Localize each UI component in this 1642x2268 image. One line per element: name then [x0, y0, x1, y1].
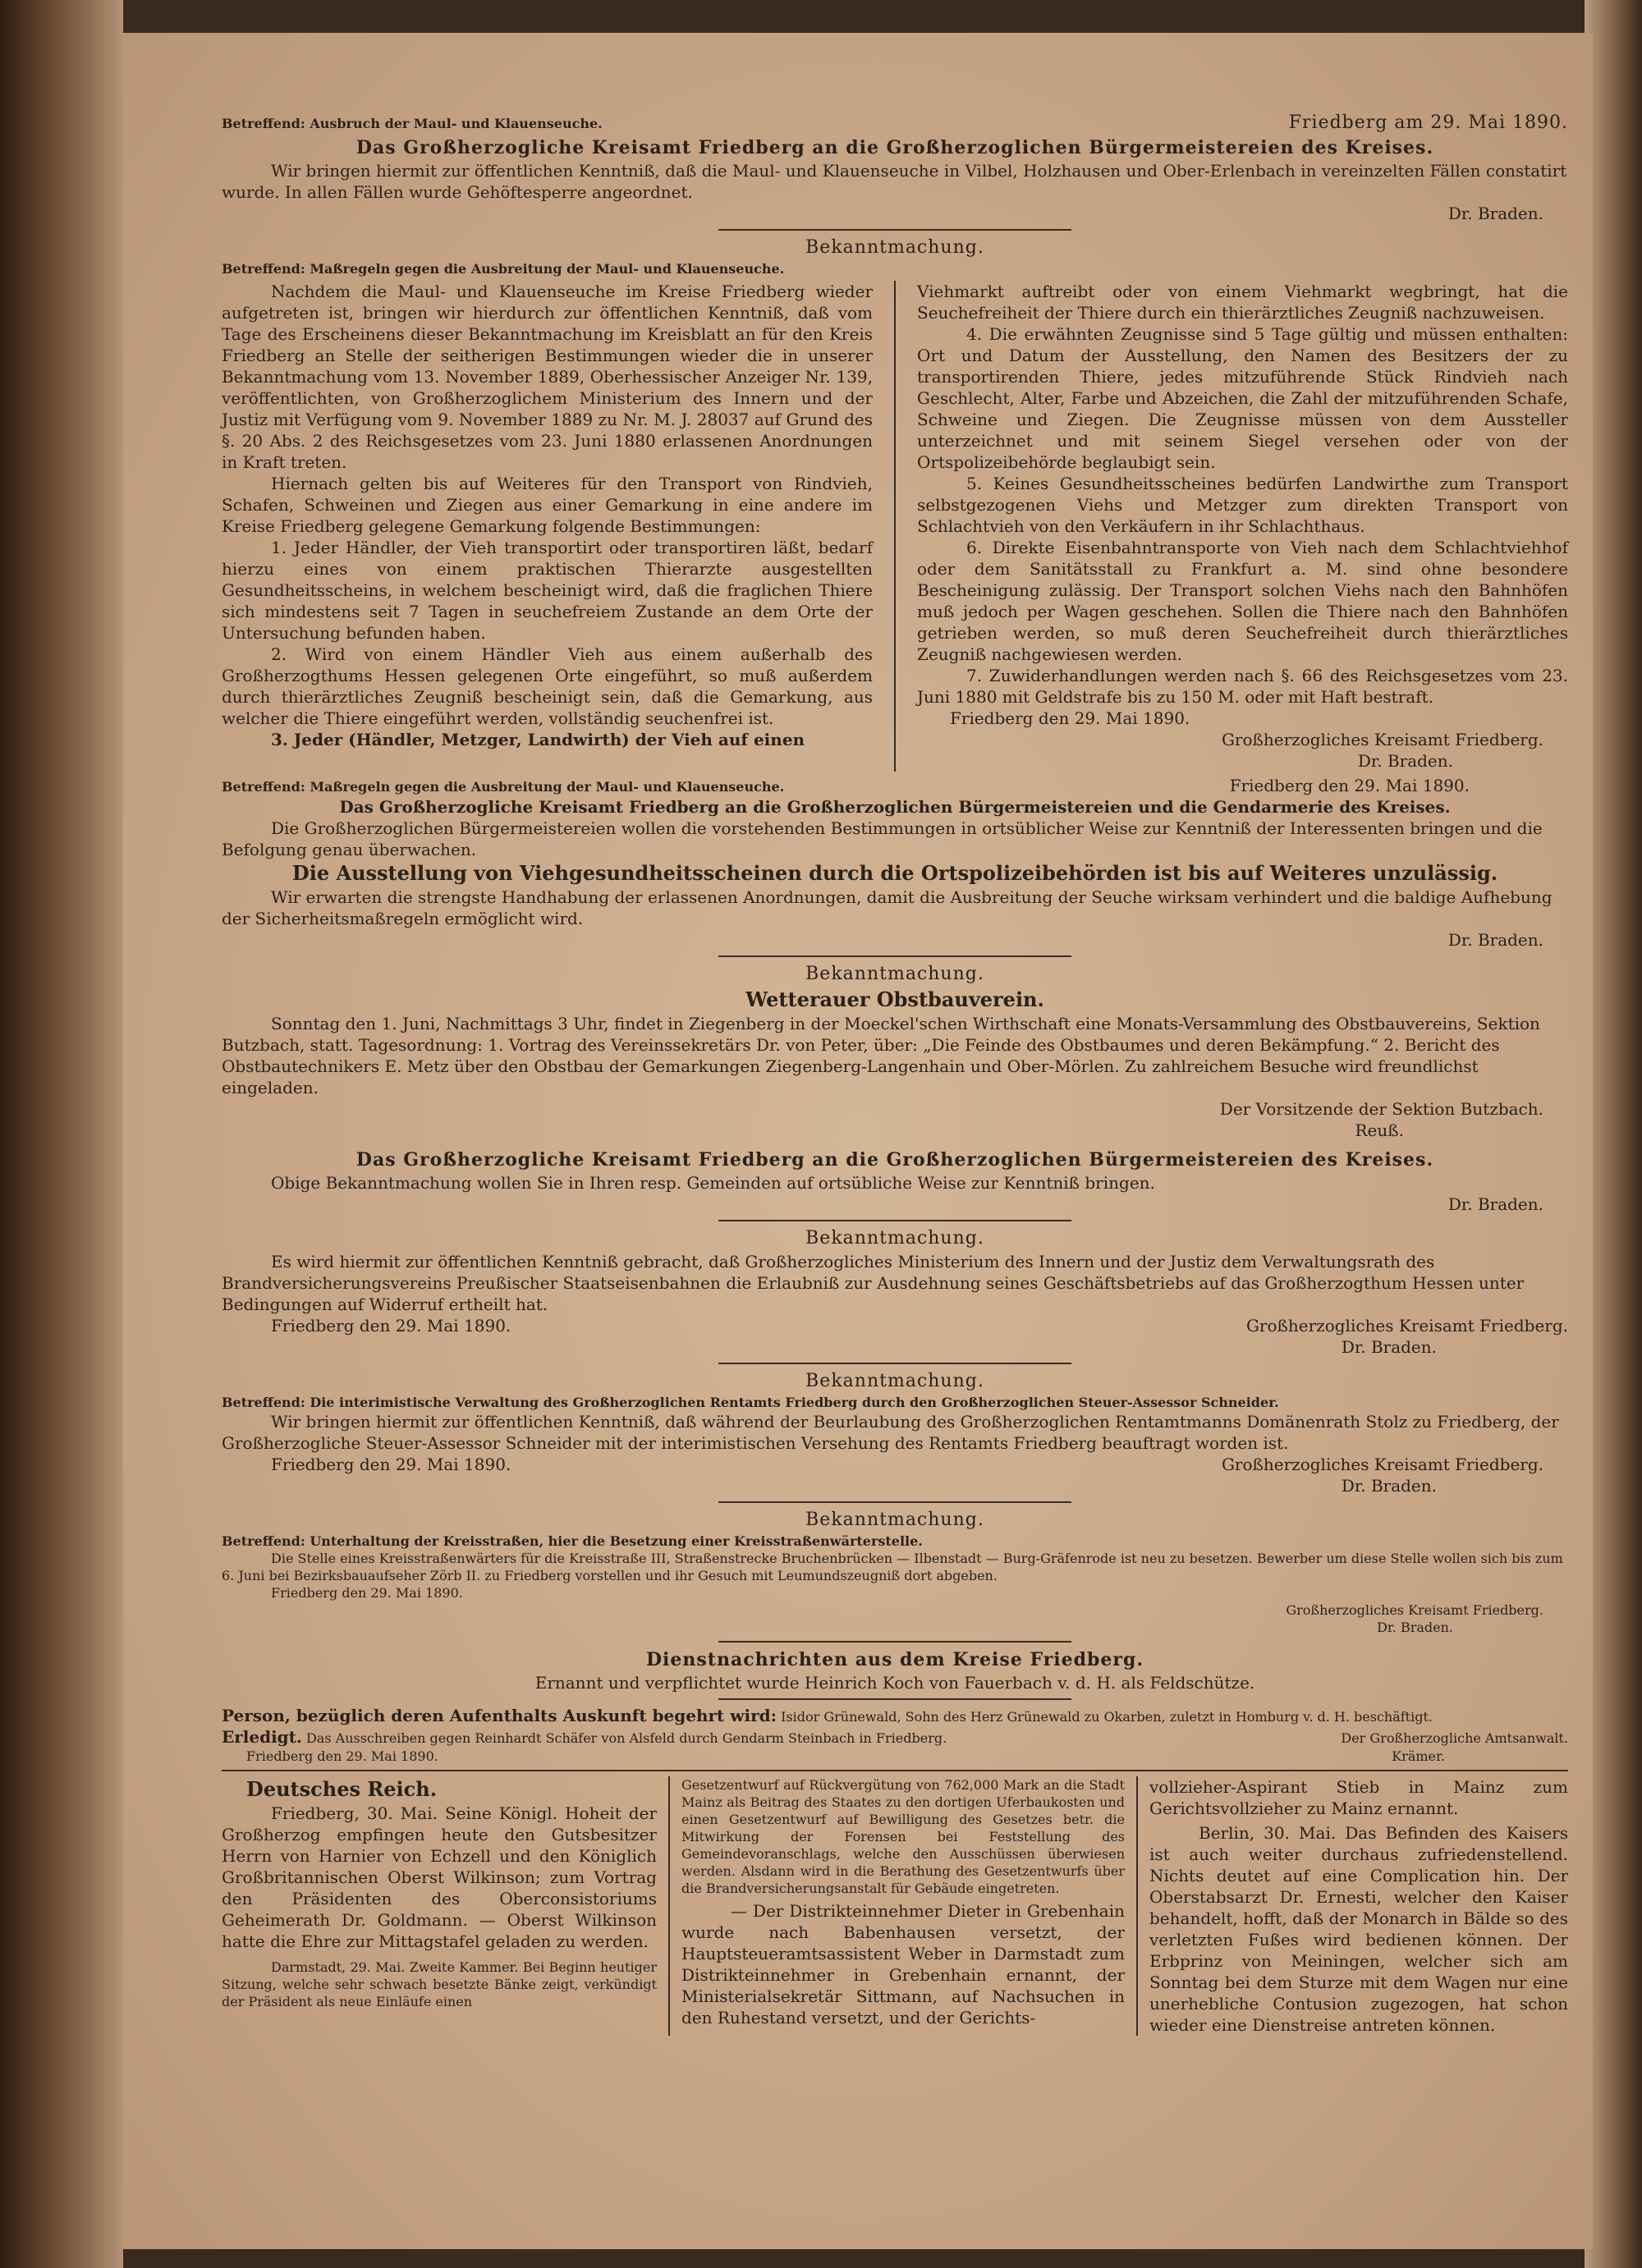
- notice3-title: Das Großherzogliche Kreisamt Friedberg an die Großherzoglichen Bürgermeistereien und die Gendarmerie des Kreises.: [339, 797, 1451, 817]
- divider: [718, 1220, 1071, 1221]
- notice10-signature2: Krämer.: [1392, 1748, 1445, 1764]
- notice3-betreff: Betreffend: Maßregeln gegen die Ausbreitung der Maul- und Klauenseuche.: [222, 779, 785, 795]
- notice2-left-p1: Nachdem die Maul- und Klauenseuche im Kreise Friedberg wieder aufgetreten ist, bringen wir hierdurch zur öffentlichen Kenntniß, daß vom Tage des Erscheinens dieser Bekanntmachung im Kreisblatt an für den Kreis Friedberg an Stelle der seitherigen Bestimmungen wieder die in unserer Bekanntmachung vom 13. November 1889, Oberhessischer Anzeiger Nr. 139, veröffentlichten, von Großherzoglichem Ministerium des Innern und der Justiz mit Verfügung vom 9. November 1889 zu Nr. M. J. 28037 auf Grund des §. 20 Abs. 2 des Reichsgesetzes vom 23. Juni 1880 erlassenen Anordnungen in Kraft treten.: [222, 282, 873, 472]
- notice1-body: Wir bringen hiermit zur öffentlichen Kenntniß, daß die Maul- und Klauenseuche in Vilbel, Holzhausen und Ober-Erlenbach in vereinzelten Fällen constatirt wurde. In allen Fällen wurde Gehöftesperre angeordnet.: [222, 161, 1567, 202]
- notice1-signature: Dr. Braden.: [1447, 204, 1543, 223]
- column-separator: [894, 281, 896, 772]
- notice2-right-p4: 6. Direkte Eisenbahntransporte von Vieh nach dem Schlachtviehhof oder dem Sanitätsstall zu Frankfurt a. M. sind ohne besondere Bescheinigung zulässig. Der Transport solchen Viehs nach den Bahnhöfen muß jedoch per Wagen geschehen. Sollen die Thiere nach den Bahnhöfen getrieben werden, so muß deren Seuchefreiheit durch thierärztliches Zeugniß nachgewiesen werden.: [917, 538, 1568, 664]
- notice4-signature2: Reuß.: [1355, 1120, 1404, 1140]
- news-column-1: [222, 1776, 657, 2036]
- notice6-footer: [222, 1315, 1568, 1336]
- notice2-left-column: [222, 281, 873, 772]
- notice4-body: Sonntag den 1. Juni, Nachmittags 3 Uhr, findet in Ziegenberg in der Moeckel'schen Wirthschaft eine Monats-Versammlung des Obstbauvereins, Sektion Butzbach, statt. Tagesordnung: 1. Vortrag des Vereinssekretärs Dr. von Peter, über: „Die Feinde des Obstbaumes und deren Bekämpfung.“ 2. Bericht des Obstbautechnikers E. Metz über den Obstbau der Gemarkungen Ziegenberg-Langenhain und Ober-Mörlen. Zu zahlreichem Besuche wird freundlichst eingeladen.: [222, 1014, 1540, 1097]
- notice10-erledigt: [222, 1726, 1568, 1748]
- notice1-title: Das Großherzogliche Kreisamt Friedberg an die Großherzoglichen Bürgermeistereien des Kreises.: [355, 137, 1434, 158]
- notice8-body: Die Stelle eines Kreisstraßenwärters für die Kreisstraße III, Straßenstrecke Bruchenbrücken — Ilbenstadt — Burg-Gräfenrode ist neu zu besetzen. Bewerber um diese Stelle wollen sich bis zum 6. Juni bei Bezirksbauaufseher Zörb II. zu Friedberg vorstellen und ihr Gesuch mit Leumundszeugniß dort abgeben.: [222, 1551, 1563, 1583]
- notice7-heading: Bekanntmachung.: [805, 1371, 984, 1391]
- notice10-dateline: Friedberg den 29. Mai 1890.: [246, 1748, 438, 1764]
- notice2-heading: Bekanntmachung.: [805, 237, 984, 258]
- notice2-right-p5: 7. Zuwiderhandlungen werden nach §. 66 des Reichsgesetzes vom 23. Juni 1880 mit Geldstrafe bis zu 150 M. oder mit Haft bestraft.: [917, 666, 1568, 707]
- notice10-text2: Das Ausschreiben gegen Reinhardt Schäfer von Alsfeld durch Gendarm Steinbach in Friedberg.: [305, 1730, 947, 1746]
- notice10-text: Isidor Grünewald, Sohn des Herz Grünewald zu Okarben, zuletzt in Homburg v. d. H. beschäftigt.: [781, 1709, 1433, 1725]
- notice2-signature1: Großherzogliches Kreisamt Friedberg.: [1221, 730, 1543, 749]
- news-col2-p1: Gesetzentwurf auf Rückvergütung von 762,000 Mark an die Stadt Mainz als Beitrag des Staates zu den dortigen Uferbaukosten und einen Gesetzentwurf auf Bewilligung des Gesetzes betr. die Mitwirkung der Forensen bei Feststellung des Gemeindevoranschlags, welche den Ausschüssen überwiesen werden. Alsdann wird in die Berathung des Gesetzentwurfs über die Brandversicherungsanstalt für Gebäude eingetreten.: [681, 1777, 1125, 1896]
- notice2-right-p2: 4. Die erwähnten Zeugnisse sind 5 Tage gültig und müssen enthalten: Ort und Datum der Ausstellung, den Namen des Besitzers der zu transportirenden Thiere, jedes mitzuführende Stück Rindvieh nach Geschlecht, Alter, Farbe und Abzeichen, die Zahl der mitzuführenden Schafe, Schweine und Ziegen. Die Zeugnisse müssen von dem Aussteller unterzeichnet und mit seinem Siegel versehen oder von der Ortspolizeibehörde beglaubigt sein.: [917, 324, 1568, 472]
- column-separator: [668, 1776, 670, 2036]
- notice9-body: Ernannt und verpflichtet wurde Heinrich Koch von Fauerbach v. d. H. als Feldschütze.: [534, 1673, 1255, 1693]
- divider: [718, 1698, 1071, 1700]
- notice2-right-p3: 5. Keines Gesundheitsscheines bedürfen Landwirthe zum Transport selbstgezogenen Viehs und Metzger zum direkten Transport von Schlachtvieh von den Verkäufern in ihr Schlachthaus.: [917, 474, 1568, 536]
- page-content: [222, 111, 1568, 2036]
- notice7-body: Wir bringen hiermit zur öffentlichen Kenntniß, daß während der Beurlaubung des Großherzoglichen Rentamtmanns Domänenrath Stolz zu Friedberg, der Großherzogliche Steuer-Assessor Schneider mit der interimistischen Versehung des Rentamts Friedberg beauftragt worden ist.: [222, 1412, 1559, 1453]
- notice2-left-p3: 1. Jeder Händler, der Vieh transportirt oder transportiren läßt, bedarf hierzu eines von einem praktischen Thierarzte ausgestellten Gesundheitsscheins, in welchem bescheinigt wird, daß die fraglichen Thiere sich mindestens seit 7 Tagen in seuchefreiem Zustande an dem Orte der Untersuchung befunden haben.: [222, 538, 873, 643]
- newspaper-page: [123, 33, 1593, 2249]
- notice5-body: Obige Bekanntmachung wollen Sie in Ihren resp. Gemeinden auf ortsübliche Weise zur Kenntniß bringen.: [271, 1173, 1155, 1193]
- news-column-3: [1149, 1776, 1568, 2036]
- notice8-heading: Bekanntmachung.: [805, 1510, 984, 1530]
- notice6-dateline: Friedberg den 29. Mai 1890.: [271, 1316, 511, 1336]
- notice10-label: Person, bezüglich deren Aufenthalts Auskunft begehrt wird:: [222, 1706, 777, 1725]
- divider: [718, 1363, 1071, 1364]
- header-row: [222, 111, 1568, 135]
- news-col3-p2: Berlin, 30. Mai. Das Befinden des Kaisers ist auch weiter durchaus zufriedenstellend. Nichts deutet auf eine Complication hin. Der Oberstabsarzt Dr. Ernesti, welcher den Kaiser behandelt, hofft, daß der Monarch in Bälde so des verletzten Fußes wird bedienen können. Der Erbprinz von Meiningen, welcher sich am Sonntag bei dem Sturze mit dem Wagen nur eine unerhebliche Contusion zugezogen, hat schon wieder eine Dienstreise antreten können.: [1149, 1823, 1568, 2035]
- notice4-heading: Bekanntmachung.: [805, 964, 984, 984]
- book-edge-right: [1585, 0, 1642, 2268]
- notice5-title: Das Großherzogliche Kreisamt Friedberg an die Großherzoglichen Bürgermeistereien des Kreises.: [355, 1149, 1434, 1171]
- notice6-signature2: Dr. Braden.: [1341, 1337, 1437, 1357]
- notice2-dateline: Friedberg den 29. Mai 1890.: [950, 708, 1190, 728]
- notice3-body1: Die Großherzoglichen Bürgermeistereien wollen die vorstehenden Bestimmungen in ortsüblicher Weise zur Kenntniß der Interessenten bringen und die Befolgung genau überwachen.: [222, 818, 1543, 859]
- notice3-body2: Wir erwarten die strengste Handhabung der erlassenen Anordnungen, damit die Ausbreitung der Seuche wirksam verhindert und die baldige Aufhebung der Sicherheitsmaßregeln ermöglicht wird.: [222, 887, 1553, 928]
- divider: [718, 1641, 1071, 1643]
- notice2-signature2: Dr. Braden.: [1357, 751, 1453, 771]
- notice10-label2: Erledigt.: [222, 1727, 302, 1747]
- notice3-signature: Dr. Braden.: [1447, 930, 1543, 950]
- notice4-subheading: Wetterauer Obstbauverein.: [745, 987, 1044, 1011]
- notice3-header: [222, 775, 1568, 796]
- notice5-signature: Dr. Braden.: [1447, 1194, 1543, 1214]
- notice2-right-p1: Viehmarkt auftreibt oder von einem Viehmarkt wegbringt, hat die Seuchefreiheit der Thiere durch ein thierärztliches Zeugniß nachzuweisen.: [917, 282, 1568, 323]
- notice3-dateline: Friedberg den 29. Mai 1890.: [1229, 776, 1470, 795]
- news-col1-p2: Darmstadt, 29. Mai. Zweite Kammer. Bei Beginn heutiger Sitzung, welche sehr schwach besetzte Bänke zeigt, verkündigt der Präsident als neue Einläufe einen: [222, 1959, 657, 2009]
- notice8-signature1: Großherzogliches Kreisamt Friedberg.: [1286, 1602, 1543, 1618]
- news-col1-p1: Friedberg, 30. Mai. Seine Königl. Hoheit der Großherzog empfingen heute den Gutsbesitzer Herrn von Harnier von Echzell und den Königlich Großbritannischen Oberst Wilkinson; zum Vortrag den Präsidenten des Oberconsistoriums Geheimerath Dr. Goldmann. — Oberst Wilkinson hatte die Ehre zur Mittagstafel geladen zu werden.: [222, 1803, 657, 1951]
- divider: [718, 955, 1071, 957]
- divider: [718, 1501, 1071, 1503]
- news-col3-p1: vollzieher-Aspirant Stieb in Mainz zum Gerichtsvollzieher zu Mainz ernannt.: [1149, 1777, 1568, 1818]
- notice2-left-p5: 3. Jeder (Händler, Metzger, Landwirth) der Vieh auf einen: [271, 730, 805, 749]
- notice2-left-p2: Hiernach gelten bis auf Weiteres für den Transport von Rindvieh, Schafen, Schweinen und Ziegen aus einer Gemarkung in eine andere im Kreise Friedberg gelegene Gemarkung folgende Bestimmungen:: [222, 474, 873, 536]
- notice8-dateline: Friedberg den 29. Mai 1890.: [271, 1585, 463, 1601]
- notice2-right-column: [917, 281, 1568, 772]
- notice10-footer: [222, 1748, 1568, 1765]
- notice7-signature1: Großherzogliches Kreisamt Friedberg.: [1221, 1455, 1543, 1474]
- book-binding-left: [0, 0, 123, 2268]
- betreff-line: Betreffend: Ausbruch der Maul- und Klauenseuche.: [222, 116, 603, 131]
- notice3-emphasis: Die Ausstellung von Viehgesundheitsscheinen durch die Ortspolizeibehörden ist bis auf Weiteres unzulässig.: [291, 861, 1498, 885]
- notice6-signature1: Großherzogliches Kreisamt Friedberg.: [1245, 1316, 1568, 1336]
- notice8-signature2: Dr. Braden.: [1377, 1620, 1453, 1635]
- news-columns: [222, 1776, 1568, 2036]
- news-column-2: [681, 1776, 1125, 2036]
- notice2-columns: [222, 281, 1568, 772]
- divider: [718, 229, 1071, 231]
- dateline: Friedberg am 29. Mai 1890.: [1288, 112, 1568, 133]
- notice9-heading: Dienstnachrichten aus dem Kreise Friedberg.: [645, 1649, 1144, 1670]
- news-col2-p2: — Der Distrikteinnehmer Dieter in Grebenhain wurde nach Babenhausen versetzt, der Hauptsteueramtsassistent Weber in Darmstadt zum Distrikteinnehmer in Grebenhain ernannt, der Ministerialsekretär Sittmann, auf Nachsuchen in den Ruhestand versetzt, und der Gerichts-: [681, 1901, 1125, 2027]
- column-separator: [1136, 1776, 1138, 2036]
- notice8-betreff: Betreffend: Unterhaltung der Kreisstraßen, hier die Besetzung einer Kreisstraßenwärterstelle.: [222, 1533, 923, 1549]
- notice7-dateline: Friedberg den 29. Mai 1890.: [271, 1455, 511, 1474]
- section-divider: [222, 1770, 1568, 1771]
- notice6-body: Es wird hiermit zur öffentlichen Kenntniß gebracht, daß Großherzogliches Ministerium des Innern und der Justiz dem Verwaltungsrath des Brandversicherungsvereins Preußischer Staatseisenbahnen die Erlaubniß zur Ausdehnung seines Geschäftsbetriebs auf das Großherzogthum Hessen unter Bedingungen auf Widerruf ertheilt hat.: [222, 1252, 1525, 1314]
- notice7-signature2: Dr. Braden.: [1341, 1476, 1437, 1496]
- notice10-person: [222, 1705, 1568, 1726]
- notice2-betreff: Betreffend: Maßregeln gegen die Ausbreitung der Maul- und Klauenseuche.: [222, 261, 785, 277]
- notice2-left-p4: 2. Wird von einem Händler Vieh aus einem außerhalb des Großherzogthums Hessen gelegenen Orte eingeführt, so muß außerdem durch thierärztliches Zeugniß bescheinigt sein, daß die Gemarkung, aus welcher die Thiere eingeführt werden, vollständig seuchenfrei ist.: [222, 644, 873, 728]
- notice7-betreff: Betreffend: Die interimistische Verwaltung des Großherzoglichen Rentamts Friedberg durch den Großherzoglichen Steuer-Assessor Schneider.: [222, 1395, 1279, 1410]
- news-heading: Deutsches Reich.: [246, 1777, 438, 1801]
- notice7-footer: [222, 1454, 1568, 1475]
- notice10-signature1: Der Großherzogliche Amtsanwalt.: [1341, 1730, 1568, 1746]
- notice6-heading: Bekanntmachung.: [805, 1228, 984, 1249]
- notice4-signature1: Der Vorsitzende der Sektion Butzbach.: [1219, 1099, 1543, 1119]
